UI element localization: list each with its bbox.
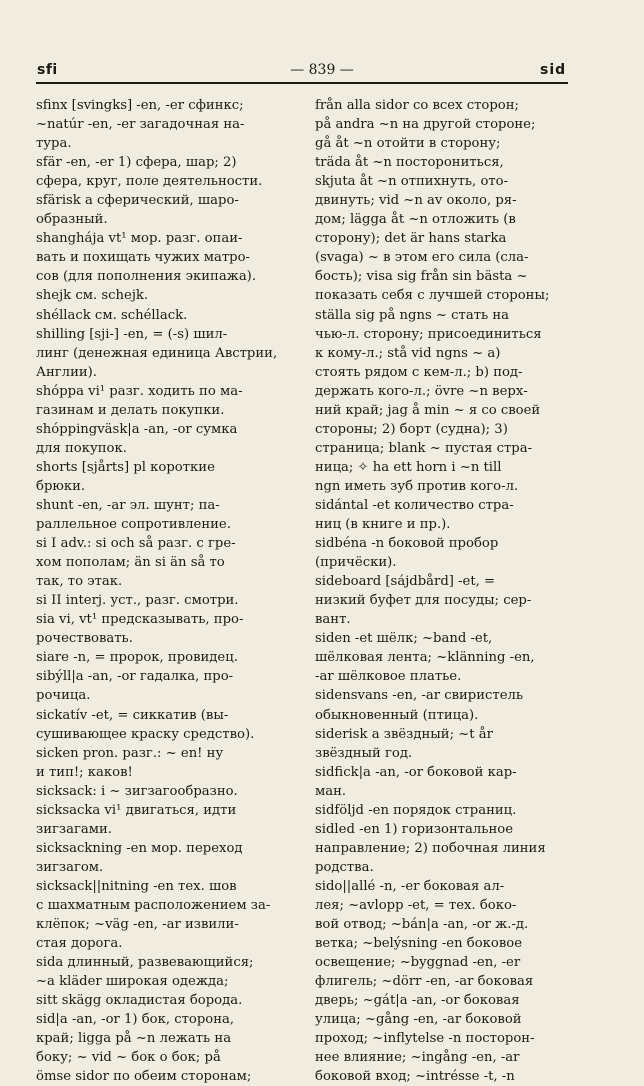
dictionary-line: sickatív -et, = сиккатив (вы- xyxy=(36,707,229,723)
dictionary-line: стороны; 2) борт (судна); 3) xyxy=(315,421,508,437)
dictionary-line: страница; blank ~ пустая стра- xyxy=(315,440,533,456)
dictionary-line: показать себя с лучшей стороны; xyxy=(315,288,550,304)
dictionary-line: сторону); det är hans starka xyxy=(315,231,507,247)
dictionary-line: (причёски). xyxy=(315,555,397,571)
dictionary-line: på andra ~n на другой стороне; xyxy=(315,117,536,133)
dictionary-line: стоять рядом с кем-л.; b) под- xyxy=(315,364,523,380)
dictionary-line: нее влияние; ~ingång -en, -ar xyxy=(315,1050,520,1066)
dictionary-line: вант. xyxy=(315,612,351,628)
dictionary-line: shóppingväsk|a -an, -or сумка xyxy=(36,421,238,437)
dictionary-line: ний край; jag å min ~ я со своей xyxy=(315,402,541,418)
dictionary-line: shorts [sjårts] pl короткие xyxy=(36,459,215,475)
dictionary-line: (svaga) ~ в этом его сила (сла- xyxy=(315,250,529,266)
dictionary-line: sicksacka vi¹ двигаться, идти xyxy=(36,802,237,818)
dictionary-line: держать кого-л.; övre ~n верх- xyxy=(315,383,528,399)
dictionary-line: sicksack: i ~ зигзагообразно. xyxy=(36,783,238,799)
dictionary-line: si I adv.: si och så разг. с гре- xyxy=(36,536,236,552)
dictionary-line: образный. xyxy=(36,212,108,228)
dictionary-line: siderisk a звёздный; ~t år xyxy=(315,726,493,742)
dictionary-line: раллельное сопротивление. xyxy=(36,517,231,533)
dictionary-line: хом пополам; än si än så то xyxy=(36,555,225,571)
dictionary-line: sideboard [sájdbård] -et, = xyxy=(315,574,496,590)
dictionary-line: направление; 2) побочная линия xyxy=(315,840,546,856)
dictionary-line: боковой вход; ~intrésse -t, -n xyxy=(315,1069,515,1085)
dictionary-line: shóppa vi¹ разг. ходить по ма- xyxy=(36,383,243,399)
left-guide-word: sfi xyxy=(37,62,58,78)
dictionary-line: ница; ✧ ha ett horn i ~n till xyxy=(315,459,502,475)
dictionary-line: тура. xyxy=(36,136,72,152)
dictionary-line: чью-л. сторону; присоединиться xyxy=(315,326,542,342)
dictionary-line: sfinx [svingks] -en, -er сфинкс; xyxy=(36,98,244,113)
dictionary-line: shunt -en, -ar эл. шунт; па- xyxy=(36,497,220,513)
dictionary-line: зигзагами. xyxy=(36,821,112,837)
dictionary-line: дверь; ~gát|a -an, -or боковая xyxy=(315,993,520,1009)
dictionary-line: sidled -en 1) горизонтальное xyxy=(315,821,514,837)
dictionary-line: флигель; ~dörr -en, -ar боковая xyxy=(315,974,534,990)
dictionary-line: обыкновенный (птица). xyxy=(315,707,479,723)
dictionary-line: проход; ~inflytelse -n посторон- xyxy=(315,1031,535,1047)
dictionary-line: улица; ~gång -en, -ar боковой xyxy=(315,1012,522,1028)
dictionary-line: sicksack||nitning -en тех. шов xyxy=(36,878,237,894)
dictionary-line: бость); visa sig från sin bästa ~ xyxy=(315,269,528,285)
dictionary-line: ställa sig på ngns ~ стать на xyxy=(315,307,510,323)
dictionary-line: край; ligga på ~n лежать на xyxy=(36,1031,232,1047)
dictionary-line: рочествовать. xyxy=(36,631,133,647)
dictionary-line: sia vi, vt¹ предсказывать, про- xyxy=(36,612,244,628)
dictionary-line: сфера, круг, поле деятельности. xyxy=(36,174,263,190)
right-column xyxy=(315,96,583,1086)
dictionary-line: к кому-л.; stå vid ngns ~ a) xyxy=(315,345,501,361)
dictionary-line: sidensvans -en, -ar свиристель xyxy=(315,688,524,704)
dictionary-line: sida длинный, развевающийся; xyxy=(36,955,254,971)
dictionary-line: ман. xyxy=(315,783,347,799)
dictionary-line: träda åt ~n посторониться, xyxy=(315,155,504,171)
dictionary-line: si II interj. уст., разг. смотри. xyxy=(36,593,239,609)
dictionary-line: gå åt ~n отойти в сторону; xyxy=(315,136,501,152)
dictionary-line: sid|a -an, -or 1) бок, сторона, xyxy=(36,1012,235,1028)
dictionary-line: ngn иметь зуб против кого-л. xyxy=(315,478,519,494)
dictionary-line: освещение; ~byggnad -en, -er xyxy=(315,955,521,971)
dictionary-line: для покупок. xyxy=(36,440,127,456)
dictionary-line: вой отвод; ~bán|a -an, -or ж.-д. xyxy=(315,917,529,933)
dictionary-line: родства. xyxy=(315,859,374,875)
dictionary-line: sidföljd -en порядок страниц. xyxy=(315,802,517,818)
dictionary-line: siden -et шёлк; ~band -et, xyxy=(315,631,493,647)
dictionary-line: shilling [sji-] -en, = (-s) шил- xyxy=(36,326,228,342)
dictionary-line: sido||allé -n, -er боковая ал- xyxy=(315,878,505,894)
dictionary-line: двинуть; vid ~n av около, ря- xyxy=(315,193,517,209)
dictionary-line: Англии). xyxy=(36,364,97,380)
dictionary-line: сов (для пополнения экипажа). xyxy=(36,269,257,285)
dictionary-line: вать и похищать чужих матро- xyxy=(36,250,250,266)
dictionary-line: клёпок; ~väg -en, -ar извили- xyxy=(36,917,239,933)
dictionary-line: sitt skägg окладистая борода. xyxy=(36,993,243,1009)
dictionary-line: ветка; ~belýsning -en боковое xyxy=(315,936,523,952)
dictionary-line: siare -n, = пророк, провидец. xyxy=(36,650,238,666)
dictionary-line: -ar шёлковое платье. xyxy=(315,669,462,685)
dictionary-line: зигзагом. xyxy=(36,859,104,875)
dictionary-line: с шахматным расположением за- xyxy=(36,897,271,913)
dictionary-line: sicken pron. разг.: ~ en! ну xyxy=(36,745,224,761)
dictionary-line: низкий буфет для посуды; сер- xyxy=(315,593,532,609)
dictionary-line: sidántal -et количество стра- xyxy=(315,497,514,513)
header-rule xyxy=(36,82,568,84)
dictionary-line: ниц (в книге и пр.). xyxy=(315,517,451,533)
dictionary-line: дом; lägga åt ~n отложить (в xyxy=(315,212,516,228)
dictionary-line: ~a kläder широкая одежда; xyxy=(36,974,229,990)
dictionary-line: боку; ~ vid ~ бок о бок; på xyxy=(36,1050,221,1066)
dictionary-line: звёздный год. xyxy=(315,745,413,761)
left-column xyxy=(36,96,304,1086)
dictionary-line: линг (денежная единица Австрии, xyxy=(36,345,278,361)
dictionary-line: лея; ~avlopp -et, = тех. боко- xyxy=(315,897,517,913)
page-header xyxy=(0,0,644,90)
page-number: — 839 — xyxy=(290,62,354,78)
dictionary-line: газинам и делать покупки. xyxy=(36,402,225,418)
dictionary-line: рочица. xyxy=(36,688,91,704)
dictionary-line: sidfick|a -an, -or боковой кар- xyxy=(315,764,517,780)
dictionary-line: брюки. xyxy=(36,478,86,494)
dictionary-line: sfär -en, -er 1) сфера, шар; 2) xyxy=(36,155,237,171)
dictionary-line: и тип!; каков! xyxy=(36,764,133,780)
dictionary-line: shéllack см. schéllack. xyxy=(36,307,188,323)
dictionary-line: ~natúr -en, -er загадочная на- xyxy=(36,117,245,133)
dictionary-line: стая дорога. xyxy=(36,936,123,952)
dictionary-line: sibýll|a -an, -or гадалка, про- xyxy=(36,669,234,685)
right-guide-word: sid xyxy=(540,62,567,78)
dictionary-line: шёлковая лента; ~klänning -en, xyxy=(315,650,535,666)
dictionary-line: так, то этак. xyxy=(36,574,123,590)
dictionary-line: från alla sidor со всех сторон; xyxy=(315,98,519,113)
dictionary-line: sidbéna -n боковой пробор xyxy=(315,536,499,552)
dictionary-line: sicksackning -en мор. переход xyxy=(36,840,243,856)
dictionary-line: shanghája vt¹ мор. разг. опаи- xyxy=(36,231,243,247)
dictionary-line: shejk см. schejk. xyxy=(36,288,149,304)
dictionary-line: сушивающее краску средство). xyxy=(36,726,255,742)
dictionary-line: skjuta åt ~n отпихнуть, ото- xyxy=(315,174,509,190)
dictionary-line: ömse sidor по обеим сторонам; xyxy=(36,1069,252,1085)
dictionary-line: sfärisk a сферический, шаро- xyxy=(36,193,239,209)
